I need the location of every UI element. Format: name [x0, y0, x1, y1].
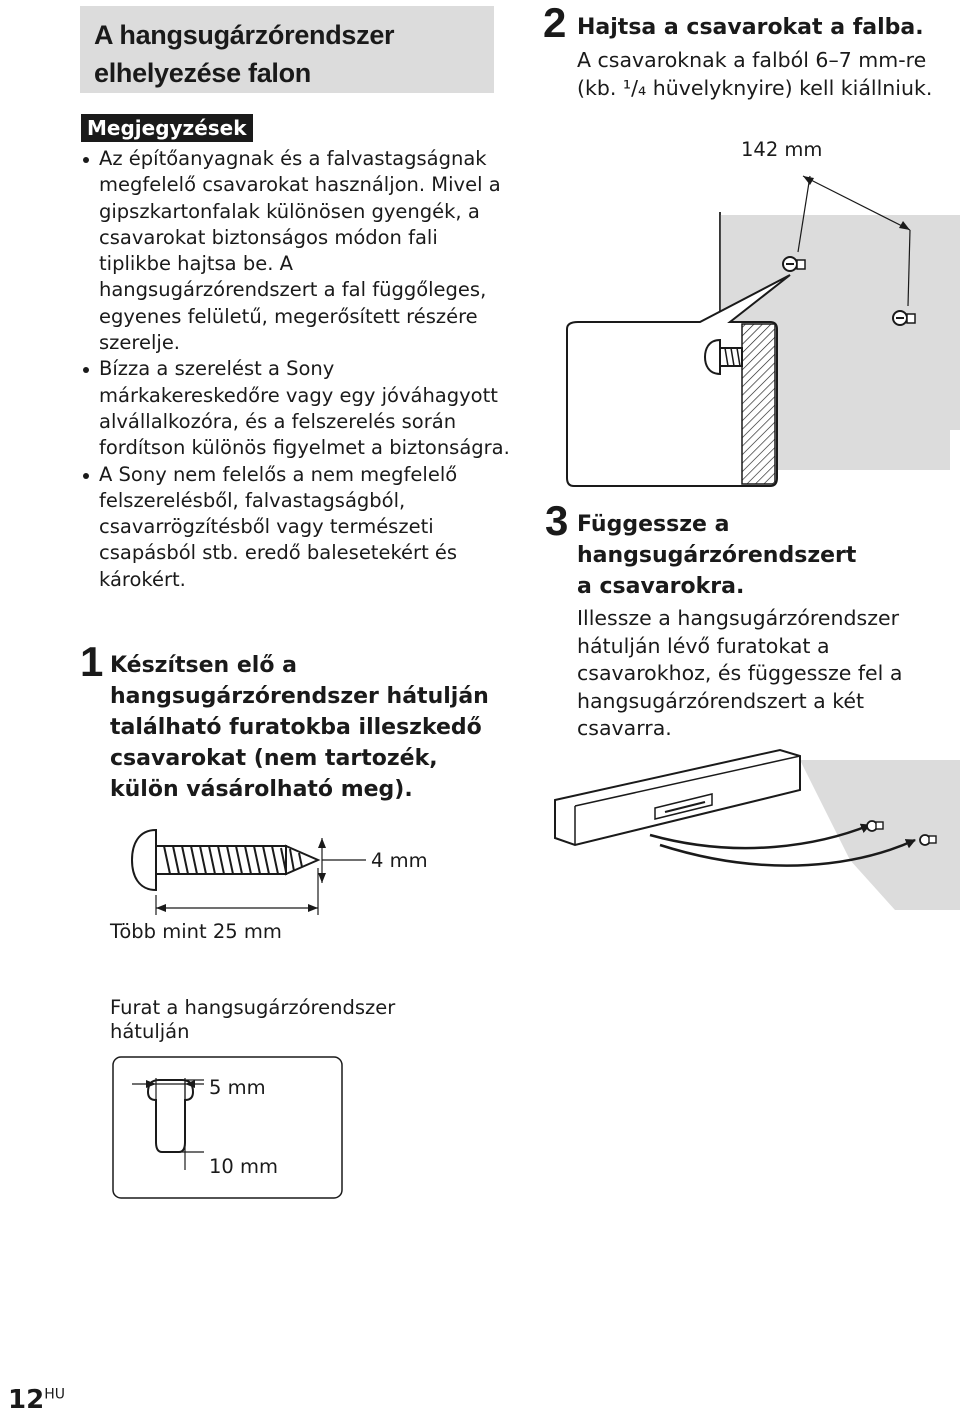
step-3-body: Illessze a hangsugárzórendszer hátulján lévő furatokat a csavarokhoz, és függessze fel a hangsugárzórendszert a két csavarra. [577, 606, 903, 740]
hole-width-label: 5 mm [209, 1076, 266, 1099]
page-number-value: 12 [8, 1385, 45, 1415]
note-item: A Sony nem felelős a nem megfelelő felszerelésből, falvastagságból, csavarrögzítésből vagy természeti csapásból stb. eredő balesetekért és károkért. [80, 462, 510, 593]
step-3-number: 3 [545, 497, 569, 544]
page-number [8, 1385, 65, 1415]
screw-spacing-label: 142 mm [741, 138, 823, 161]
note-item: Bízza a szerelést a Sony márkakereskedőre vagy egy jóváhagyott alvállalkozóra, és a felszerelés során fordítson különös figyelmet a biztonságra. [80, 356, 510, 461]
speaker-illustration [555, 750, 960, 910]
note-item: Az építőanyagnak és a falvastagságnak megfelelő csavarokat használjon. Mivel a gipszkartonfalak különösen gyengék, a csavarokat biztonságos módon fali tiplikbe hajtsa be. A hangsugárzórendszert a fal függőleges, egyenes felületű, megerősített részére szerelje. [80, 146, 510, 356]
step-3-heading: Függessze a hangsugárzórendszert a csavarokra. [577, 512, 857, 599]
step-2-number: 2 [543, 0, 567, 46]
step-2-heading: Hajtsa a csavarokat a falba. [577, 15, 924, 40]
step-2-body: A csavaroknak a falból 6–7 mm-re (kb. ¹/₄ hüvelyknyire) kell kiállniuk. [577, 48, 933, 100]
screw-illustration [132, 830, 366, 915]
page-language: HU [44, 1386, 65, 1403]
screw-diameter-label: 4 mm [371, 849, 428, 872]
step-1-number: 1 [80, 638, 104, 685]
notes-heading: Megjegyzések [81, 114, 253, 142]
hole-illustration [113, 1057, 342, 1198]
wall-illustration [567, 176, 960, 486]
hole-height-label: 10 mm [209, 1155, 279, 1178]
screw-length-label: Több mint 25 mm [110, 920, 282, 943]
page-title: A hangsugárzórendszer elhelyezése falon [94, 20, 395, 88]
hole-caption: Furat a hangsugárzórendszer hátulján [110, 996, 396, 1043]
step-1-heading: Készítsen elő a hangsugárzórendszer hátulján található furatokba illeszkedő csavarokat (nem tartozék, külön vásárolható meg). [110, 653, 489, 802]
